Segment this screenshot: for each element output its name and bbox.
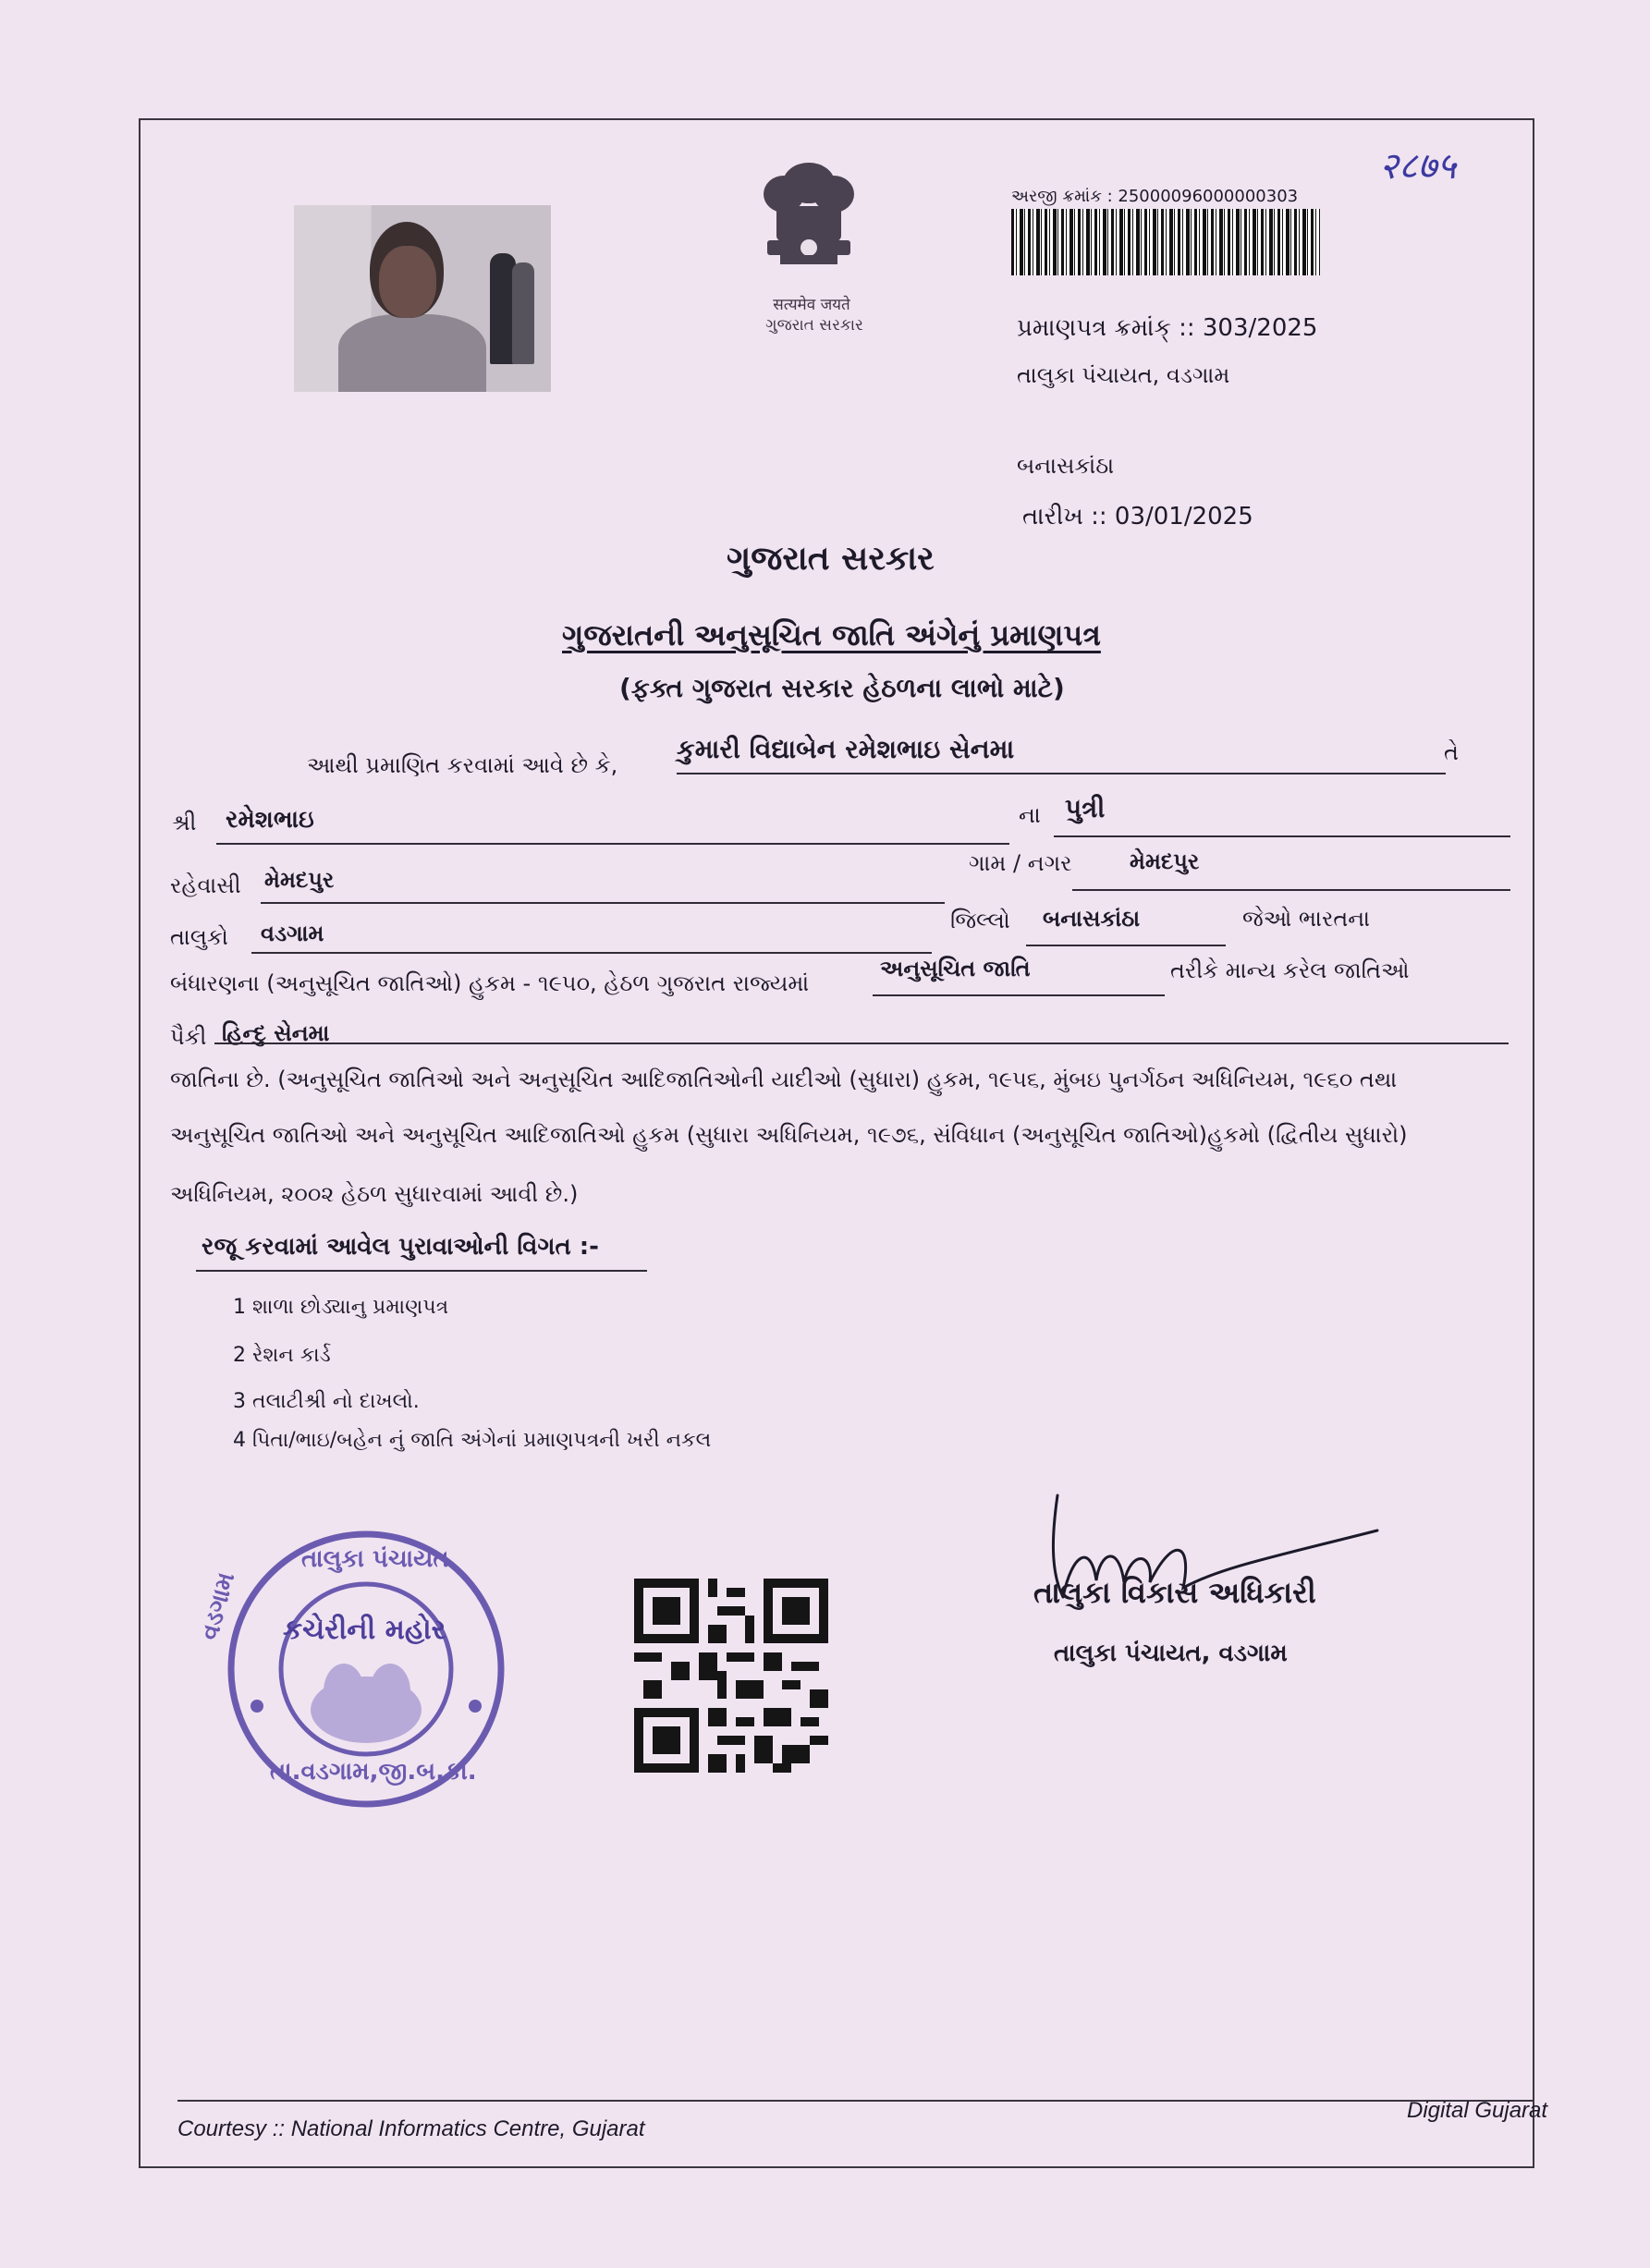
certificate-subtitle: (ફક્ત ગુજરાત સરકાર હેઠળના લાભો માટે)	[619, 673, 1065, 703]
legal-paragraph-line-2: અનુસૂચિત જાતિઓ અને અનુસૂચિત આદિજાતિઓ હુકમ (સુધારા અધિનિયમ, ૧૯૭૬, સંવિધાન (અનુસૂચિત જાતિઓ)હુકમો (દ્વિતીય સુધારો)	[170, 1122, 1408, 1148]
recognized-text: તરીકે માન્ય કરેલ જાતિઓ	[1170, 957, 1410, 983]
certificate-number: પ્રમાણપત્ર ક્રમાંક્ :: 303/2025	[1017, 314, 1318, 342]
barcode	[1011, 209, 1320, 275]
issuing-office: તાલુકા પંચાયત, વડગામ	[1017, 362, 1230, 388]
district-label: જિલ્લો	[950, 908, 1010, 933]
district-value: બનાસકાંઠા	[1043, 906, 1141, 932]
taluka-value: વડગામ	[261, 921, 324, 946]
seal-bottom-text: તા.વડગામ,જી.બ.કાં.	[270, 1758, 477, 1786]
india-text: જેઓ ભારતના	[1242, 906, 1371, 932]
application-number: અરજી ક્રમાંક : 25000096000000303	[1011, 187, 1299, 206]
evidence-heading: રજૂ કરવામાં આવેલ પુરાવાઓની વિગત :-	[202, 1233, 599, 1261]
certificate-title: ગુજરાતની અનુસૂચિત જાતિ અંગેનું પ્રમાણપત્ર	[562, 617, 1101, 652]
signatory-designation: તાલુકા વિકાસ અધિકારી	[1033, 1575, 1316, 1610]
issuing-district: બનાસકાંઠા	[1017, 453, 1115, 479]
legal-paragraph-line-1: જાતિના છે. (અનુસૂચિત જાતિઓ અને અનુસૂચિત આદિજાતિઓની યાદીઓ (સુધારા) હુકમ, ૧૯૫૬, મુંબઇ પુનર્ગઠન અધિનિયમ, ૧૯૬૦ તથા	[170, 1067, 1398, 1092]
relation: પુત્રી	[1065, 793, 1106, 823]
village-value: મેમદપુર	[1130, 848, 1200, 874]
issue-date: તારીખ :: 03/01/2025	[1022, 503, 1253, 530]
among-label: પૈકી	[170, 1024, 207, 1050]
seal-left-text: વડગામ	[196, 1569, 241, 1643]
evidence-item: 4 પિતા/ભાઇ/બહેન નું જાતિ અંગેનાં પ્રમાણપત્રની ખરી નકલ	[233, 1429, 712, 1452]
evidence-item: 3 તલાટીશ્રી નો દાખલો.	[233, 1390, 420, 1413]
na-label: ના	[1019, 802, 1041, 828]
applicant-photo	[294, 205, 551, 392]
village-label: ગામ / નગર	[969, 850, 1072, 876]
footer-brand: Digital Gujarat	[1407, 2098, 1548, 2123]
signatory-office: તાલુકા પંચાયત, વડગામ	[1054, 1640, 1288, 1667]
father-name: રમેશભાઇ	[226, 806, 314, 834]
shri-label: શ્રી	[172, 810, 197, 835]
evidence-item: 2 રેશન કાર્ડ	[233, 1344, 331, 1367]
taluka-label: તાલુકો	[170, 924, 228, 950]
holder-name: કુમારી વિદ્યાબેન રમેશભાઇ સેનમા	[677, 734, 1015, 764]
seal-center-text: કચેરીની મહોર	[283, 1614, 446, 1646]
footer-divider	[177, 2100, 1533, 2102]
emblem-caption: ગુજરાત સરકાર	[765, 316, 863, 335]
caste-category: અનુસૂચિત જાતિ	[880, 956, 1031, 982]
national-emblem-icon	[739, 155, 878, 303]
handwritten-serial-number: २८७५	[1379, 145, 1457, 188]
legal-paragraph-line-3: અધિનિયમ, ૨૦૦૨ હેઠળ સુધારવામાં આવી છે.)	[170, 1181, 579, 1207]
name-suffix: તે	[1444, 739, 1459, 765]
caste-value: હિન્દુ સેનમા	[222, 1020, 330, 1046]
seal-top-text: તાલુકા પંચાયત	[301, 1545, 449, 1573]
evidence-item: 1 શાળા છોડ્યાનુ પ્રમાણપત્ર	[233, 1296, 449, 1319]
constitution-text: બંધારણના (અનુસૂચિત જાતિઓ) હુકમ - ૧૯૫૦, હેઠળ ગુજરાત રાજ્યમાં	[170, 970, 810, 996]
government-heading: ગુજરાત સરકાર	[727, 540, 935, 578]
resident-value: મેમદપુર	[264, 867, 335, 893]
qr-code	[634, 1579, 828, 1773]
footer-courtesy: Courtesy :: National Informatics Centre, Gujarat	[177, 2116, 645, 2141]
emblem-motto: सत्यमेव जयते	[773, 296, 850, 314]
resident-label: રહેવાસી	[170, 872, 241, 898]
certify-prefix: આથી પ્રમાણિત કરવામાં આવે છે કે,	[307, 752, 618, 778]
